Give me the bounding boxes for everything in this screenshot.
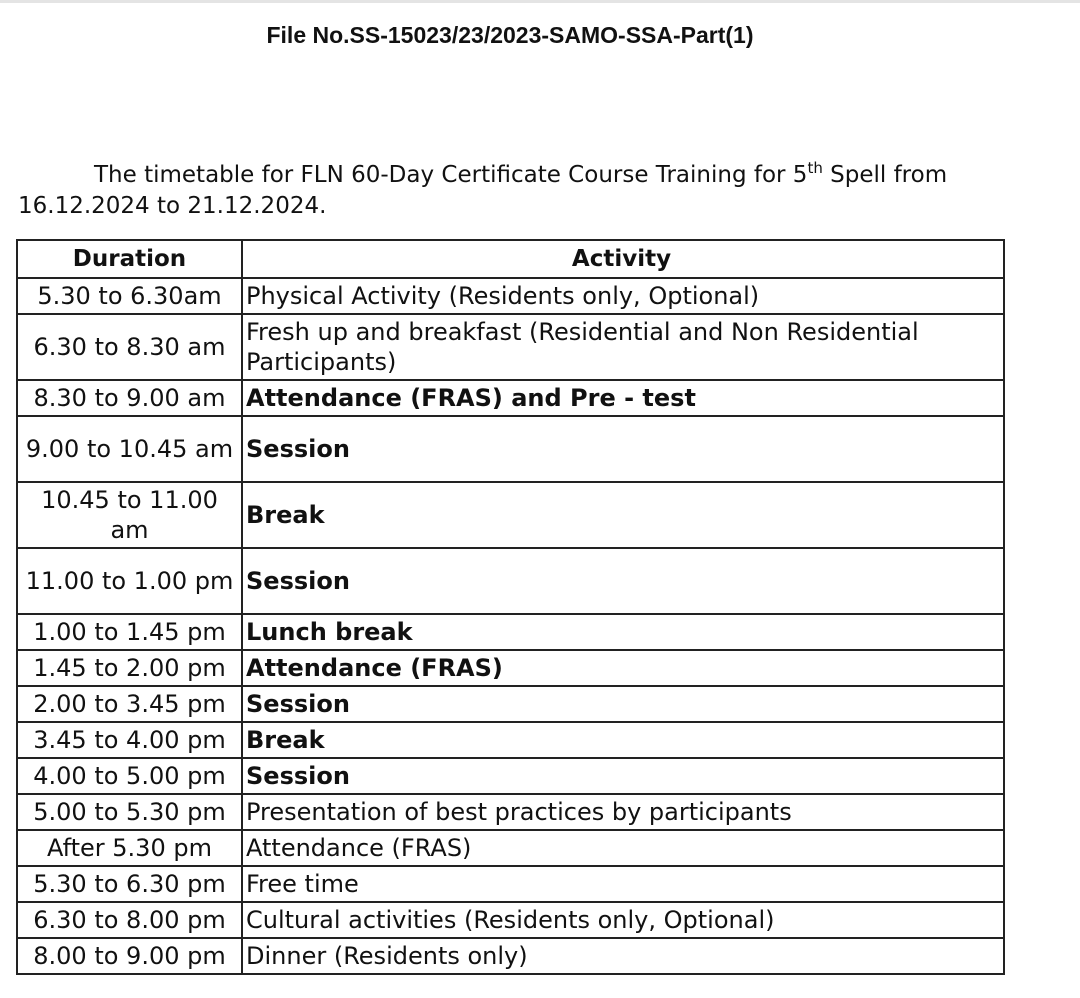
activity-cell: Cultural activities (Residents only, Optional) (242, 902, 1004, 938)
table-row (17, 380, 1004, 416)
table-row (17, 314, 1004, 380)
duration-cell: 10.45 to 11.00 am (17, 482, 242, 548)
activity-cell: Dinner (Residents only) (242, 938, 1004, 974)
intro-text-b: Spell from (822, 162, 948, 188)
activity-cell: Fresh up and breakfast (Residential and Non Residential Participants) (242, 314, 1004, 380)
table-row (17, 482, 1004, 548)
file-number: File No.SS-15023/23/2023-SAMO-SSA-Part(1) (266, 22, 754, 48)
intro-line-1 (18, 160, 1018, 191)
table-row (17, 902, 1004, 938)
duration-cell: 11.00 to 1.00 pm (17, 548, 242, 614)
duration-cell: 9.00 to 10.45 am (17, 416, 242, 482)
table-row (17, 794, 1004, 830)
activity-cell: Presentation of best practices by participants (242, 794, 1004, 830)
activity-cell: Attendance (FRAS) and Pre - test (242, 380, 1004, 416)
activity-cell: Session (242, 686, 1004, 722)
activity-cell: Break (242, 722, 1004, 758)
table-row (17, 278, 1004, 314)
intro-superscript: th (807, 159, 823, 177)
duration-cell: 8.00 to 9.00 pm (17, 938, 242, 974)
activity-cell: Lunch break (242, 614, 1004, 650)
timetable (16, 239, 1005, 975)
column-header-activity: Activity (242, 240, 1004, 278)
table-row (17, 938, 1004, 974)
duration-cell: 5.30 to 6.30am (17, 278, 242, 314)
table-header-row (17, 240, 1004, 278)
duration-cell: 1.00 to 1.45 pm (17, 614, 242, 650)
table-row (17, 722, 1004, 758)
activity-cell: Session (242, 416, 1004, 482)
duration-cell: 3.45 to 4.00 pm (17, 722, 242, 758)
activity-cell: Physical Activity (Residents only, Optional) (242, 278, 1004, 314)
duration-cell: After 5.30 pm (17, 830, 242, 866)
table-row (17, 614, 1004, 650)
duration-cell: 6.30 to 8.00 pm (17, 902, 242, 938)
duration-cell: 4.00 to 5.00 pm (17, 758, 242, 794)
intro-line-2: 16.12.2024 to 21.12.2024. (18, 193, 327, 219)
table-row (17, 416, 1004, 482)
column-header-duration: Duration (17, 240, 242, 278)
activity-cell: Free time (242, 866, 1004, 902)
activity-cell: Session (242, 548, 1004, 614)
duration-cell: 5.00 to 5.30 pm (17, 794, 242, 830)
activity-cell: Attendance (FRAS) (242, 650, 1004, 686)
table-row (17, 866, 1004, 902)
duration-cell: 1.45 to 2.00 pm (17, 650, 242, 686)
activity-cell: Attendance (FRAS) (242, 830, 1004, 866)
duration-cell: 8.30 to 9.00 am (17, 380, 242, 416)
intro-text-a: The timetable for FLN 60-Day Certificate Course Training for 5 (94, 162, 808, 188)
duration-cell: 6.30 to 8.30 am (17, 314, 242, 380)
table-row (17, 686, 1004, 722)
table-row (17, 758, 1004, 794)
activity-cell: Break (242, 482, 1004, 548)
activity-cell: Session (242, 758, 1004, 794)
table-row (17, 650, 1004, 686)
table-row (17, 830, 1004, 866)
duration-cell: 5.30 to 6.30 pm (17, 866, 242, 902)
top-divider (0, 0, 1080, 3)
table-row (17, 548, 1004, 614)
intro-paragraph (18, 160, 1018, 222)
duration-cell: 2.00 to 3.45 pm (17, 686, 242, 722)
